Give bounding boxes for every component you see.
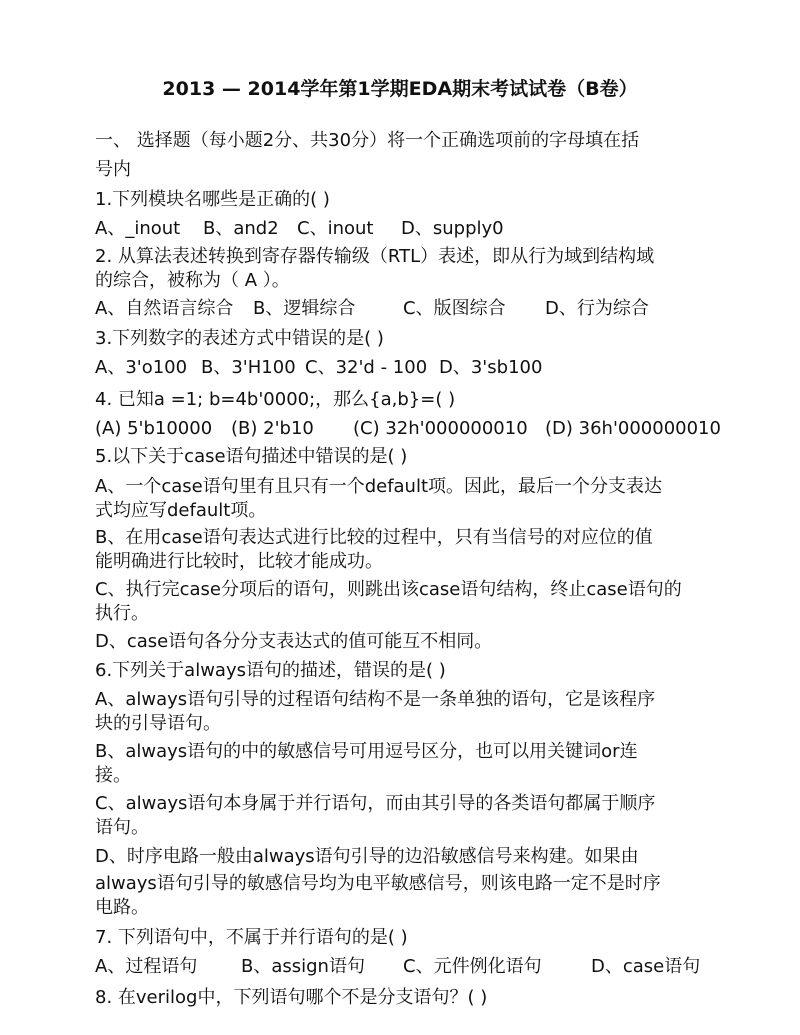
question-6-option-line: 接。 (95, 765, 131, 786)
option-d: (D) 36h'000000010 (545, 418, 721, 439)
question-5-option-line: 能明确进行比较时，比较才能成功。 (95, 551, 383, 572)
question-3-stem: 3.下列数字的表述方式中错误的是( ) (95, 328, 384, 349)
question-2-options (95, 297, 715, 321)
question-5-option-line: A、一个case语句里有且只有一个default项。因此，最后一个分支表达 (95, 476, 663, 497)
option-d: D、case语句 (591, 956, 701, 977)
question-6-option-line: B、always语句的中的敏感信号可用逗号区分，也可以用关键词or连 (95, 741, 638, 762)
question-3-options (95, 356, 715, 380)
option-b: B、3'H100 (201, 357, 296, 378)
option-a: (A) 5'b10000 (95, 418, 213, 439)
option-c: C、32'd - 100 (305, 357, 428, 378)
question-5-option-line: B、在用case语句表达式进行比较的过程中，只有当信号的对应位的值 (95, 527, 653, 548)
question-8-stem: 8. 在verilog中，下列语句哪个不是分支语句？( ) (95, 987, 488, 1008)
option-c: (C) 32h'000000010 (353, 418, 528, 439)
question-5-option-line: D、case语句各分分支表达式的值可能互不相同。 (95, 631, 493, 652)
option-c: C、inout (297, 218, 374, 239)
option-a: A、自然语言综合 (95, 298, 234, 319)
question-7-stem: 7. 下列语句中，不属于并行语句的是( ) (95, 927, 408, 948)
option-b: (B) 2'b10 (231, 418, 314, 439)
option-d: D、supply0 (401, 218, 504, 239)
question-6-option-line: always语句引导的敏感信号均为电平敏感信号，则该电路一定不是时序 (95, 873, 661, 894)
section-heading-line2: 号内 (95, 159, 131, 180)
question-6-option-line: 电路。 (95, 897, 149, 918)
option-c: C、元件例化语句 (403, 956, 542, 977)
question-4-stem: 4. 已知a =1; b=4b'0000;，那么{a,b}=( ) (95, 389, 456, 410)
option-a: A、3'o100 (95, 357, 188, 378)
question-7-options (95, 955, 715, 979)
option-a: A、过程语句 (95, 956, 198, 977)
question-2-stem-line1: 2. 从算法表述转换到寄存器传输级（RTL）表述，即从行为域到结构域 (95, 246, 655, 267)
option-c: C、版图综合 (403, 298, 506, 319)
option-a: A、_inout (95, 218, 181, 239)
question-6-option-line: D、时序电路一般由always语句引导的边沿敏感信号来构建。如果由 (95, 846, 639, 867)
question-6-option-line: A、always语句引导的过程语句结构不是一条单独的语句，它是该程序 (95, 689, 656, 710)
question-6-stem: 6.下列关于always语句的描述，错误的是( ) (95, 660, 446, 681)
question-1-options (95, 217, 715, 241)
question-5-option-line: 执行。 (95, 603, 149, 624)
question-6-option-line: C、always语句本身属于并行语句，而由其引导的各类语句都属于顺序 (95, 793, 656, 814)
question-4-options (95, 417, 721, 441)
question-1-stem: 1.下列模块名哪些是正确的( ) (95, 189, 330, 210)
section-heading-line1: 一、 选择题（每小题2分、共30分）将一个正确选项前的字母填在括 (95, 130, 640, 151)
question-5-option-line: C、执行完case分项后的语句，则跳出该case语句结构，终止case语句的 (95, 579, 682, 600)
question-2-stem-line2: 的综合，被称为（ A ）。 (95, 270, 290, 291)
option-b: B、and2 (203, 218, 279, 239)
question-6-option-line: 语句。 (95, 817, 149, 838)
question-6-option-line: 块的引导语句。 (95, 713, 221, 734)
exam-title: 2013 — 2014学年第1学期EDA期末考试试卷（B卷） (162, 78, 638, 100)
option-d: D、3'sb100 (439, 357, 543, 378)
question-5-option-line: 式均应写default项。 (95, 500, 267, 521)
question-5-stem: 5.以下关于case语句描述中错误的是( ) (95, 446, 408, 467)
option-b: B、assign语句 (241, 956, 365, 977)
option-b: B、逻辑综合 (253, 298, 356, 319)
option-d: D、行为综合 (545, 298, 649, 319)
